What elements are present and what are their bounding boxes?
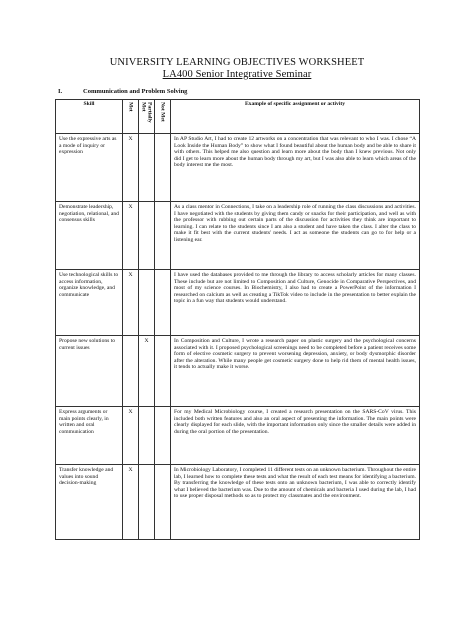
section-number: I. [58,88,63,95]
met-cell: X [123,202,139,270]
skill-cell: Use technological skills to access information, organize knowledge, and communicate [56,270,123,336]
met-cell: X [123,270,139,336]
example-cell: In Microbiology Laboratory, I completed 11 different tests on an unknown bacterium. Throughout the entire lab, I learned how to complete these tests and what the result of each test means for identifying a bacterium. By transferring the knowledge of these tests onto an unknown bacterium, I was able to correctly identify what I believed the bacterium was. Due to the amount of chemicals and bacteria I used during the lab, I had to use proper disposal methods so as to protect my classmates and the environment. [171,465,420,540]
example-cell: I have used the databases provided to me through the library to access scholarly articles for many classes. These include but are not limited to Composition and Culture, Genocide in Comparative Perspectives, and most of my science courses. In Biochemistry, I also had to create a PowerPoint of the information I researched on calcium as well as creating a TikTok video to include in the presentation to better explain the topic in a fun way that students would understand. [171,270,420,336]
partially-met-cell [139,202,155,270]
met-cell: X [123,407,139,465]
partially-met-cell [139,134,155,202]
table-row [56,336,420,407]
table-row [56,465,420,540]
not-met-cell [155,407,171,465]
table-row [56,270,420,336]
not-met-cell [155,134,171,202]
partially-met-cell [139,270,155,336]
document-title: UNIVERSITY LEARNING OBJECTIVES WORKSHEET [109,57,365,68]
column-header-not-met: Not Met [155,100,171,134]
table-row [56,407,420,465]
skill-cell: Transfer knowledge and values into sound decision-making [56,465,123,540]
example-cell: In Composition and Culture, I wrote a research paper on plastic surgery and the psychological concerns associated with it. I proposed psychological screenings need to be completed before a patient receives some form of elective cosmetic surgery to prevent worsening depression, anxiety, or body dysmorphic disorder after the alteration. While many people get cosmetic surgery done to help rid them of mental health issues, it tends to actually make it worse. [171,336,420,407]
table-header-row [56,100,420,134]
example-cell: In AP Studio Art, I had to create 12 artworks on a concentration that was relevant to who I was. I chose “A Look Inside the Human Body” to show what I found beautiful about the human body and be able to share it with others. This helped me also question and learn more about the body than I knew previous. Not only did I get to learn more about the human body through my art, but I was also able to learn which areas of the body interest me the most. [171,134,420,202]
partially-met-cell [139,407,155,465]
not-met-cell [155,465,171,540]
partially-met-cell: X [139,336,155,407]
skill-cell: Propose new solutions to current issues [56,336,123,407]
not-met-cell [155,336,171,407]
document-subtitle: LA400 Senior Integrative Seminar [162,69,312,80]
partially-met-cell [139,465,155,540]
column-header-partially-met: Partially Met [139,100,155,134]
column-header-example: Example of specific assignment or activity [171,100,420,134]
document-title-block [0,57,474,81]
met-cell: X [123,465,139,540]
met-cell [123,336,139,407]
table-row [56,134,420,202]
skill-cell: Express arguments or main points clearly, in written and oral communication [56,407,123,465]
table-row [56,202,420,270]
section-name: Communication and Problem Solving [83,88,188,95]
objectives-table [55,99,420,540]
not-met-cell [155,202,171,270]
section-heading [58,88,187,95]
skill-cell: Demonstrate leadership, negotiation, relational, and consensus skills [56,202,123,270]
skill-cell: Use the expressive arts as a mode of inquiry or expression [56,134,123,202]
column-header-skill: Skill [56,100,123,134]
example-cell: As a class mentor in Connections, I take on a leadership role of running the class discussions and activities. I have negotiated with the students by giving them candy or snacks for their participation, and well as with the professor with rubbing out certain parts of the discussion for activities they think are important to learning. I can relate to the students since I am also a student and have taken the class. I alter the class to make it fit best with the current students' needs. I act as someone the students can go to for help or a listening ear. [171,202,420,270]
column-header-met: Met [123,100,139,134]
met-cell: X [123,134,139,202]
not-met-cell [155,270,171,336]
example-cell: For my Medical Microbiology course, I created a research presentation on the SARS-CoV virus. This included both written features and also an oral aspect of presenting the information. The main points were clearly displayed for each slide, with the important information only since the smaller details were added in during the oral portion of the presentation. [171,407,420,465]
